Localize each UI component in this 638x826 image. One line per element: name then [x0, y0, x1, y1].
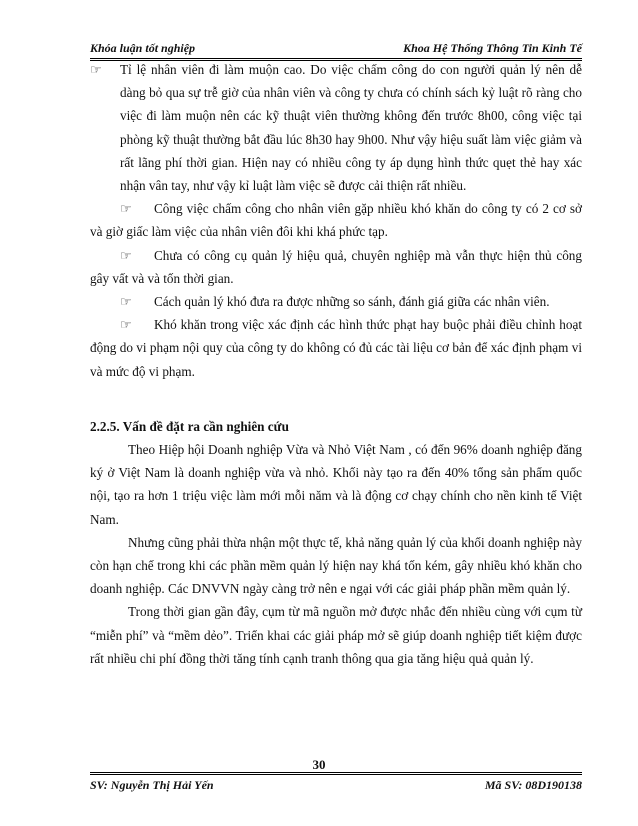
- paragraph-text: Cách quản lý khó đưa ra được những so sánh, đánh giá giữa các nhân viên.: [154, 294, 550, 310]
- bullet-paragraph-4: [90, 290, 582, 313]
- body-paragraph-2: Nhưng cũng phải thừa nhận một thực tế, khả năng quản lý của khối doanh nghiệp này còn hạn chế trong khi các phần mềm quản lý hiện nay khá tốn kém, gây nhiều khó khăn cho doanh nghiệp. Các DNVVN ngày càng trở nên e ngại với các giải pháp phần mềm quản lý.: [90, 534, 582, 597]
- bullet-paragraph-3: [90, 244, 582, 290]
- pointing-hand-icon: ☞: [90, 62, 102, 77]
- header-thesis-title: Khóa luận tốt nghiệp: [90, 41, 196, 55]
- body-paragraph-3: Trong thời gian gần đây, cụm từ mã nguồn mở được nhắc đến nhiều cùng với cụm từ “miễn phí” và “mềm dẻo”. Triển khai các giải pháp mở sẽ giúp doanh nghiệp tiết kiệm được rất nhiều chi phí đồng thời tăng tính cạnh tranh thông qua gia tăng hiệu quả quản lý.: [90, 604, 582, 666]
- paragraph-text: Khó khăn trong việc xác định các hình thức phạt hay buộc phải điều chỉnh hoạt động do vi phạm nội quy của công ty do không có đủ các tài liệu cơ bản để xác định phạm vi và mức độ vi phạm.: [90, 317, 582, 379]
- footer-rule: [90, 772, 582, 775]
- footer-student-name: SV: Nguyễn Thị Hải Yến: [90, 778, 214, 792]
- page-body: [90, 58, 582, 670]
- pointing-hand-icon: ☞: [120, 294, 132, 310]
- paragraph-text: Công việc chấm công cho nhân viên gặp nhiều khó khăn do công ty có 2 cơ sở và giờ giấc làm việc của nhân viên đôi khi khá phức tạp.: [90, 201, 582, 240]
- header-faculty: Khoa Hệ Thống Thông Tin Kinh Tế: [403, 41, 582, 55]
- pointing-hand-icon: ☞: [120, 247, 132, 263]
- footer-student-id: Mã SV: 08D190138: [484, 778, 582, 792]
- section-spacer: [90, 383, 582, 415]
- section-heading: 2.2.5. Vấn đề đặt ra cần nghiên cứu: [90, 418, 289, 434]
- pointing-hand-icon: ☞: [120, 317, 132, 333]
- bullet-paragraph-5: [90, 313, 582, 383]
- page-footer: [90, 778, 582, 796]
- page-header: [90, 41, 582, 59]
- paragraph-text: Chưa có công cụ quản lý hiệu quả, chuyên nghiệp mà vẫn thực hiện thủ công gây vất và và tốn thời gian.: [90, 247, 582, 286]
- paragraph-text: Tỉ lệ nhân viên đi làm muộn cao. Do việc chấm công do con người quản lý nên dễ dàng bỏ qua sự trễ giờ của nhân viên và công ty chưa có chính sách kỷ luật rõ ràng cho việc đi làm muộn nên các kỹ thuật viên thường không đến trước 8h00, công việc tại phòng kỹ thuật thường bắt đầu lúc 8h30 hay 9h00. Như vậy hiệu suất làm việc giảm và rất lãng phí thời gian. Hiện nay có nhiều công ty áp dụng hình thức quẹt thẻ hay xác nhận vân tay, như vậy kỉ luật làm việc sẽ được cải thiện rất nhiều.: [120, 62, 582, 194]
- body-paragraph-1: Theo Hiệp hội Doanh nghiệp Vừa và Nhỏ Việt Nam , có đến 96% doanh nghiệp đăng ký ở Việt Nam là doanh nghiệp vừa và nhỏ. Khối này tạo ra đến 40% tổng sản phẩm quốc nội, tạo ra hơn 1 triệu việc làm mới mỗi năm và là động cơ chạy chính cho nền kinh tế Việt Nam.: [90, 442, 582, 527]
- bullet-paragraph-1: [90, 58, 582, 197]
- bullet-paragraph-2: [90, 197, 582, 243]
- page-number: 30: [312, 757, 326, 772]
- pointing-hand-icon: ☞: [120, 201, 132, 217]
